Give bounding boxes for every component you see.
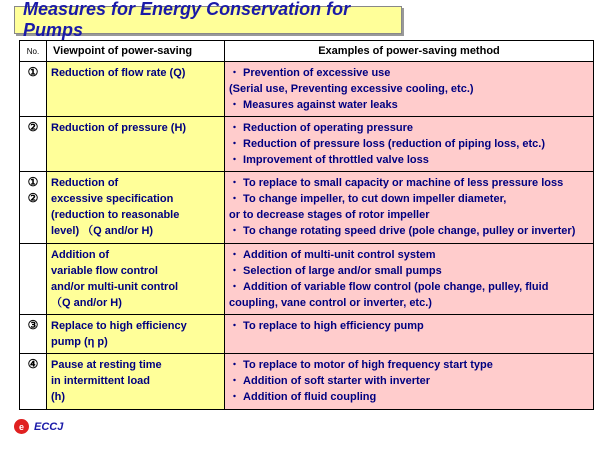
examples-cell-line: coupling, vane control or inverter, etc.) [229, 297, 432, 309]
viewpoint-cell-line: in intermittent load [51, 375, 150, 387]
examples-cell-line: ・ To replace to high efficiency pump [229, 320, 424, 332]
viewpoint-cell [47, 117, 225, 172]
row-number [20, 117, 47, 172]
examples-cell-line: ・ Measures against water leaks [229, 99, 398, 111]
examples-cell-line: ・ Addition of variable flow control (pole change, pulley, fluid [229, 281, 549, 293]
header-no: No. [20, 41, 47, 62]
viewpoint-cell [47, 315, 225, 354]
examples-cell [225, 244, 594, 315]
viewpoint-cell-line: excessive specification [51, 193, 174, 205]
table-row [20, 62, 594, 117]
viewpoint-cell-line: variable flow control [51, 265, 158, 277]
examples-cell-line: ・ To change impeller, to cut down impeller diameter, [229, 193, 507, 205]
viewpoint-cell [47, 354, 225, 410]
viewpoint-cell-line: Reduction of flow rate (Q) [51, 67, 186, 79]
examples-cell-line: ・ Reduction of pressure loss (reduction of piping loss, etc.) [229, 138, 545, 150]
examples-cell-line: ・ Selection of large and/or small pumps [229, 265, 442, 277]
examples-cell-line: ・ Addition of multi-unit control system [229, 249, 436, 261]
viewpoint-cell-line: Replace to high efficiency [51, 320, 187, 332]
examples-cell [225, 315, 594, 354]
table-row [20, 172, 594, 244]
table-row [20, 315, 594, 354]
examples-cell-line: ・ Prevention of excessive use [229, 67, 391, 79]
table-row [20, 244, 594, 315]
header-viewpoint: Viewpoint of power-saving [47, 41, 225, 62]
examples-cell-line: ・ Addition of soft starter with inverter [229, 375, 431, 387]
viewpoint-cell-line: Reduction of pressure (H) [51, 122, 187, 134]
viewpoint-cell [47, 172, 225, 244]
eccj-logo [14, 419, 63, 434]
examples-cell [225, 117, 594, 172]
viewpoint-cell-line: and/or multi-unit control [51, 281, 179, 293]
examples-cell [225, 172, 594, 244]
eccj-logo-mark-icon: e [14, 419, 29, 434]
viewpoint-cell-line: （Q and/or H) [51, 297, 122, 309]
row-number-line: ① [27, 65, 39, 79]
examples-cell-line: ・ To change rotating speed drive (pole change, pulley or inverter) [229, 225, 576, 237]
examples-cell-line: ・ Improvement of throttled valve loss [229, 154, 429, 166]
viewpoint-cell-line: (reduction to reasonable [51, 209, 180, 221]
examples-cell-line: (Serial use, Preventing excessive cooling, etc.) [229, 83, 474, 95]
row-number [20, 172, 47, 244]
examples-cell [225, 354, 594, 410]
viewpoint-cell-line: (h) [51, 391, 66, 403]
row-number-line: ② [27, 191, 39, 205]
row-number [20, 244, 47, 315]
eccj-logo-text: ECCJ [34, 420, 64, 433]
examples-cell-line: ・ To replace to motor of high frequency start type [229, 359, 493, 371]
viewpoint-cell-line: Addition of [51, 249, 110, 261]
row-number [20, 315, 47, 354]
row-number-line: ① [27, 175, 39, 189]
measures-table [19, 40, 594, 410]
viewpoint-cell-line: Pause at resting time [51, 359, 162, 371]
table-header-row [20, 41, 594, 62]
examples-cell-line: or to decrease stages of rotor impeller [229, 209, 430, 221]
viewpoint-cell-line: pump (η p) [51, 336, 108, 348]
examples-cell [225, 62, 594, 117]
row-number-line: ③ [27, 318, 39, 332]
row-number-line: ④ [27, 357, 39, 371]
viewpoint-cell [47, 244, 225, 315]
table-row [20, 354, 594, 410]
row-number-line: ② [27, 120, 39, 134]
examples-cell-line: ・ To replace to small capacity or machine of less pressure loss [229, 177, 564, 189]
table-row [20, 117, 594, 172]
examples-cell-line: ・ Addition of fluid coupling [229, 391, 377, 403]
viewpoint-cell-line: Reduction of [51, 177, 119, 189]
viewpoint-cell-line: level) （Q and/or H) [51, 225, 154, 237]
viewpoint-cell [47, 62, 225, 117]
row-number [20, 354, 47, 410]
page-title: Measures for Energy Conservation for Pumps [23, 0, 351, 40]
header-examples: Examples of power-saving method [225, 41, 594, 62]
page-title-box [14, 0, 402, 40]
examples-cell-line: ・ Reduction of operating pressure [229, 122, 413, 134]
row-number [20, 62, 47, 117]
